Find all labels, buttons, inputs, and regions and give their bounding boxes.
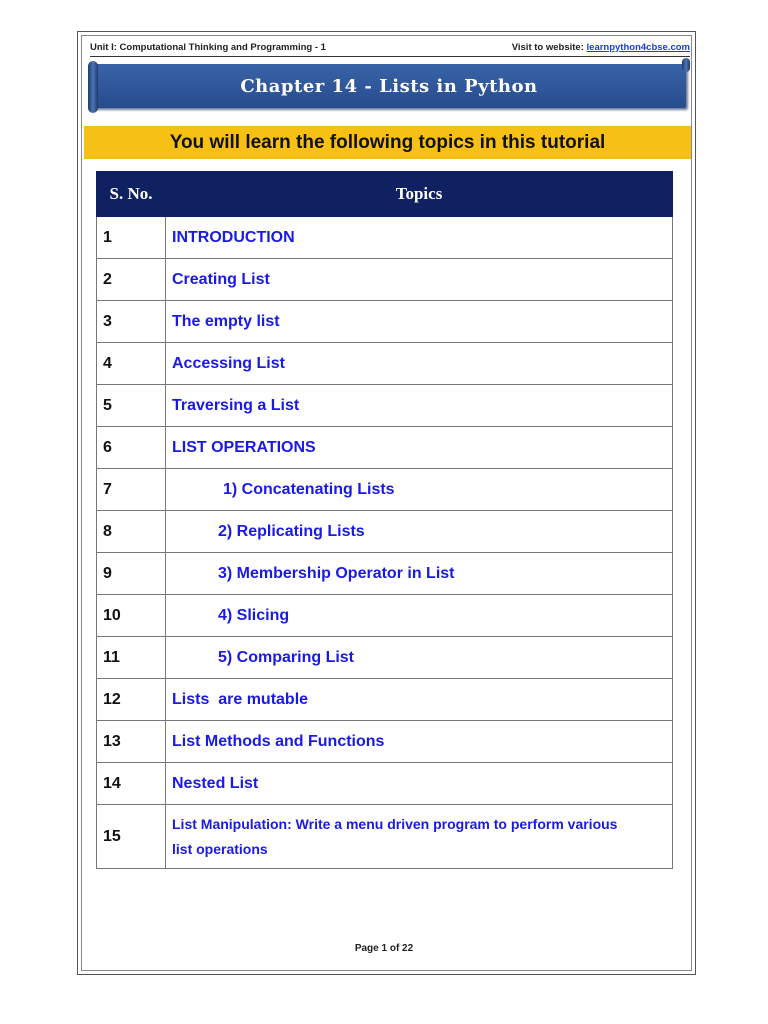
chapter-title: Chapter 14 - Lists in Python [240,75,538,97]
topic-link[interactable]: Lists are mutable [166,679,673,721]
page-header [90,38,690,57]
table-row [97,217,673,259]
topic-link[interactable]: 3) Membership Operator in List [166,553,673,595]
table-row [97,805,673,869]
row-number: 2 [97,259,166,301]
website-link[interactable]: learnpython4cbse.com [586,41,690,53]
table-row [97,595,673,637]
topic-link[interactable]: LIST OPERATIONS [166,427,673,469]
row-number: 1 [97,217,166,259]
scroll-right-decoration [682,58,690,72]
row-number: 3 [97,301,166,343]
row-number: 7 [97,469,166,511]
row-number: 14 [97,763,166,805]
table-header-row [97,172,673,217]
table-row [97,721,673,763]
table-row [97,553,673,595]
table-row [97,427,673,469]
table-row [97,343,673,385]
table-row [97,385,673,427]
tutorial-subtitle: You will learn the following topics in this tutorial [84,126,691,159]
topics-header: Topics [166,172,673,217]
topic-link[interactable]: List Manipulation: Write a menu driven program to perform various list operations [166,805,673,869]
chapter-banner [92,64,686,108]
table-row [97,679,673,721]
table-row [97,637,673,679]
topic-link[interactable]: Traversing a List [166,385,673,427]
topic-link[interactable]: 5) Comparing List [166,637,673,679]
table-row [97,511,673,553]
row-number: 13 [97,721,166,763]
topic-link[interactable]: List Methods and Functions [166,721,673,763]
row-number: 5 [97,385,166,427]
website-note [512,42,690,53]
table-row [97,301,673,343]
topic-link[interactable]: The empty list [166,301,673,343]
table-row [97,763,673,805]
row-number: 9 [97,553,166,595]
row-number: 8 [97,511,166,553]
table-row [97,469,673,511]
row-number: 15 [97,805,166,869]
row-number: 6 [97,427,166,469]
page-number: Page 1 of 22 [354,943,414,954]
topics-table [96,171,673,869]
topic-link[interactable]: Creating List [166,259,673,301]
topic-link[interactable]: Nested List [166,763,673,805]
topic-link[interactable]: 2) Replicating Lists [166,511,673,553]
table-row [97,259,673,301]
row-number: 11 [97,637,166,679]
row-number: 4 [97,343,166,385]
unit-title: Unit I: Computational Thinking and Programming - 1 [90,41,326,53]
sno-header: S. No. [97,172,166,217]
topic-link[interactable]: 1) Concatenating Lists [166,469,673,511]
scroll-left-decoration [88,61,98,113]
topic-link[interactable]: Accessing List [166,343,673,385]
topic-link[interactable]: 4) Slicing [166,595,673,637]
topic-link[interactable]: INTRODUCTION [166,217,673,259]
row-number: 10 [97,595,166,637]
visit-label: Visit to website: [511,41,587,53]
row-number: 12 [97,679,166,721]
